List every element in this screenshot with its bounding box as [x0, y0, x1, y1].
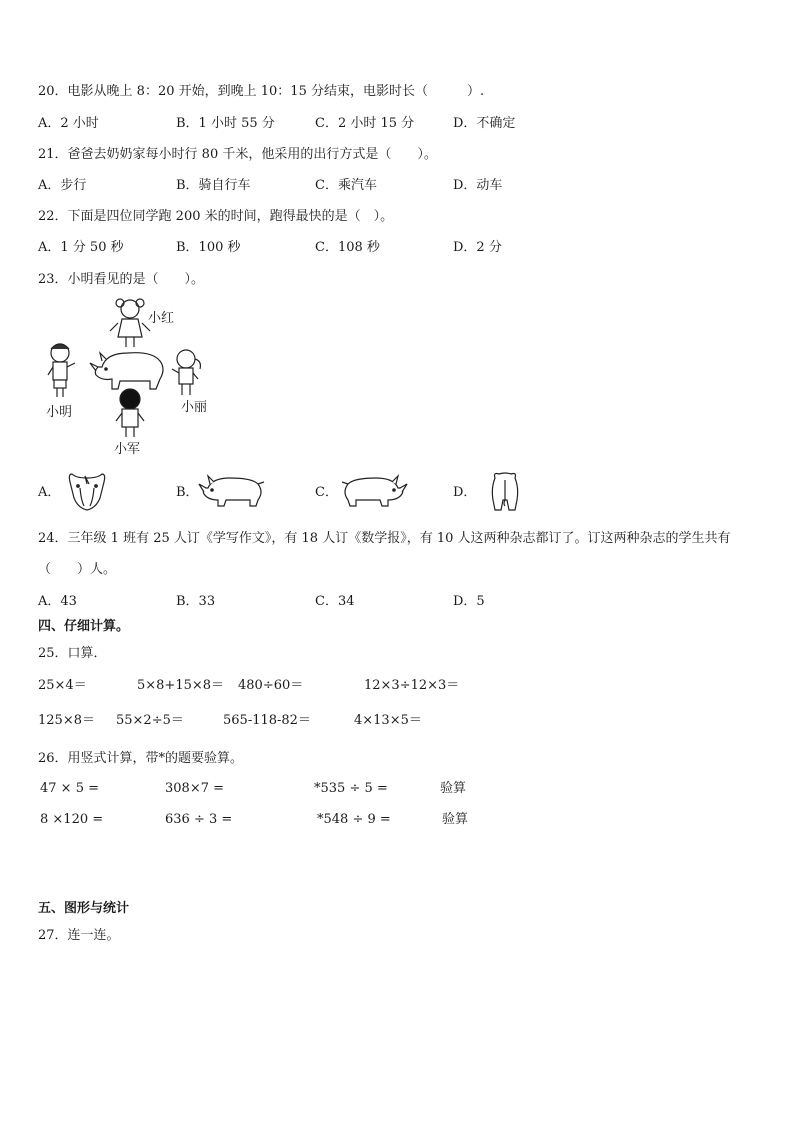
q20-option-c: C．2 小时 15 分 — [315, 116, 415, 131]
q21-option-b: B．骑自行车 — [176, 178, 251, 193]
q20-option-d: D．不确定 — [453, 116, 516, 131]
label-xiaoming: 小明 — [46, 405, 73, 420]
q21-option-d: D．动车 — [453, 178, 503, 193]
q23-option-a: A． — [38, 485, 61, 500]
xiaoming-figure — [48, 344, 75, 397]
xiaohong-figure — [110, 299, 150, 347]
q25-expr-8: 4×13×5＝ — [354, 713, 422, 728]
q25-expr-7: 565-118-82＝ — [223, 713, 311, 728]
q26-expr-4: 8 ×120 = — [40, 812, 104, 827]
scene-figure — [40, 295, 220, 460]
question-21: 21．爸爸去奶奶家每小时行 80 千米，他采用的出行方式是（ ）。 — [38, 147, 437, 162]
rhino-left-facing-image — [198, 474, 268, 510]
q26-expr-1: 47 × 5 = — [40, 781, 99, 796]
q26-expr-3: *535 ÷ 5 = — [314, 781, 388, 796]
q23-option-c: C． — [315, 485, 338, 500]
q21-option-a: A．步行 — [38, 178, 87, 193]
q25-expr-3: 480÷60＝ — [238, 678, 304, 693]
q22-option-c: C．108 秒 — [315, 240, 380, 255]
rhino-right-facing-image — [338, 474, 408, 510]
section-4-title: 四、仔细计算。 — [38, 619, 130, 634]
q25-expr-6: 55×2÷5＝ — [116, 713, 184, 728]
q23-option-d: D． — [453, 485, 477, 500]
q26-check-2: 验算 — [442, 812, 469, 827]
xiaoli-figure — [172, 350, 200, 395]
q25-expr-1: 25×4＝ — [38, 678, 87, 693]
q25-expr-4: 12×3÷12×3＝ — [364, 678, 460, 693]
q22-option-b: B．100 秒 — [176, 240, 241, 255]
section-5-title: 五、图形与统计 — [38, 901, 130, 916]
q22-option-d: D．2 分 — [453, 240, 502, 255]
question-27: 27．连一连。 — [38, 928, 120, 943]
rhino-back-view-image — [487, 470, 523, 512]
label-xiaojun: 小军 — [114, 442, 141, 457]
scene-illustration — [40, 295, 220, 460]
q23-option-b: B． — [176, 485, 199, 500]
q25-expr-2: 5×8+15×8＝ — [137, 678, 225, 693]
q26-expr-6: *548 ÷ 9 = — [317, 812, 391, 827]
q24-option-d: D．5 — [453, 594, 485, 609]
question-23: 23．小明看见的是（ ）。 — [38, 272, 205, 287]
label-xiaohong: 小红 — [148, 311, 175, 326]
q21-option-c: C．乘汽车 — [315, 178, 377, 193]
q26-check-1: 验算 — [440, 781, 467, 796]
q26-expr-2: 308×7 = — [165, 781, 225, 796]
q26-expr-5: 636 ÷ 3 = — [165, 812, 233, 827]
q24-option-c: C．34 — [315, 594, 355, 609]
question-22: 22．下面是四位同学跑 200 米的时间，跑得最快的是（ ）。 — [38, 209, 394, 224]
question-26: 26．用竖式计算，带*的题要验算。 — [38, 751, 244, 766]
rhino-front-view-image — [64, 470, 110, 512]
label-xiaoli: 小丽 — [181, 400, 208, 415]
rhino-figure — [90, 353, 163, 389]
q24-option-a: A．43 — [38, 594, 77, 609]
question-24-line-1: 24．三年级 1 班有 25 人订《学写作文》，有 18 人订《数学报》，有 10 人这两种杂志都订了。订这两种杂志的学生共有 — [38, 531, 731, 546]
question-24-line-2: （ ）人。 — [38, 562, 117, 577]
q20-option-a: A．2 小时 — [38, 116, 99, 131]
question-25: 25．口算． — [38, 646, 107, 661]
question-20: 20．电影从晚上 8：20 开始，到晚上 10：15 分结束，电影时长（ ）. — [38, 84, 485, 99]
xiaojun-figure — [116, 389, 144, 437]
q24-option-b: B．33 — [176, 594, 216, 609]
q22-option-a: A．1 分 50 秒 — [38, 240, 124, 255]
q20-option-b: B．1 小时 55 分 — [176, 116, 275, 131]
q25-expr-5: 125×8＝ — [38, 713, 95, 728]
